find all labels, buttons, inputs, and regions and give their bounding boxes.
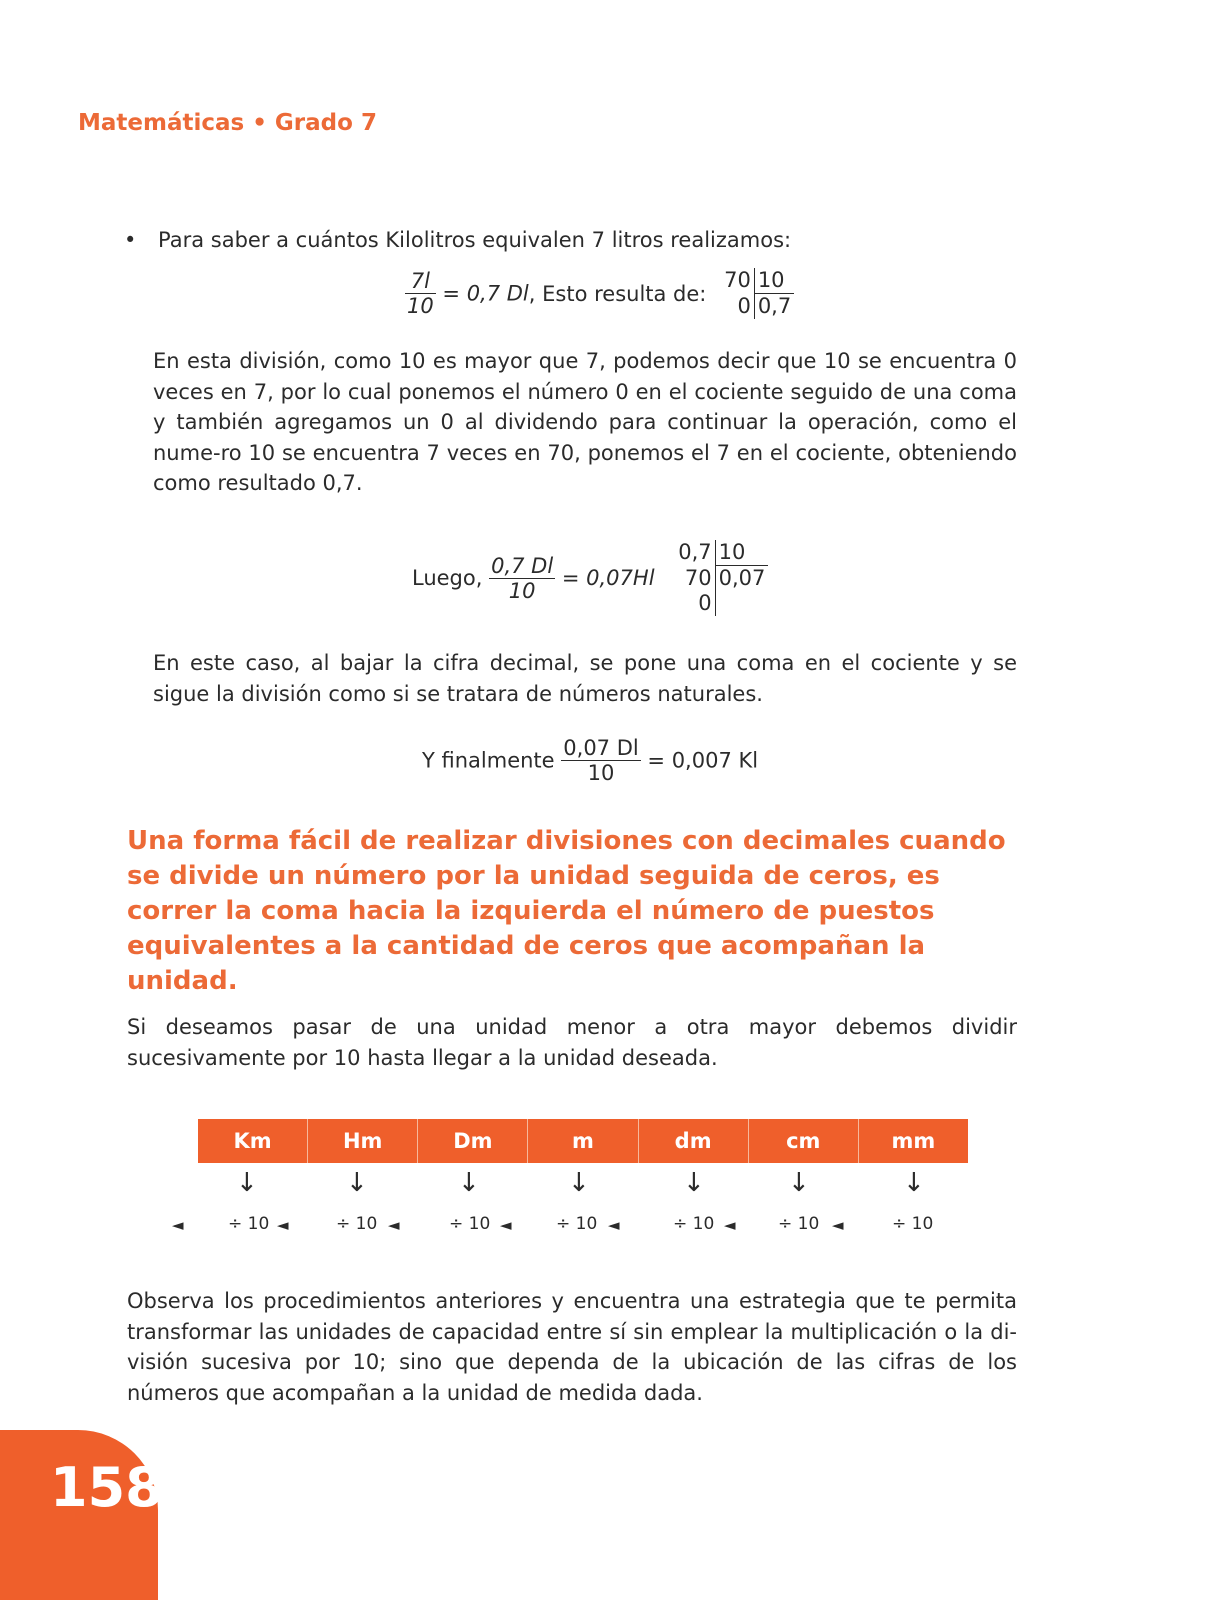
unit-hm: Hm [308,1119,418,1163]
arrow-down-icon: ↓ [458,1168,480,1198]
paragraph-3: Si deseamos pasar de una unidad menor a otra mayor debemos dividir sucesivamente por 10 hasta llegar a la unidad deseada. [127,1015,1017,1070]
fraction-2-den: 10 [508,578,536,603]
bullet-text: Para saber a cuántos Kilolitros equivalen 7 litros realizamos: [158,228,792,252]
division-1-remainder: 0 [721,294,754,320]
arrow-left-icon: ◄ [724,1216,736,1234]
arrow-down-icon: ↓ [683,1168,705,1198]
arrow-down-icon: ↓ [236,1168,258,1198]
fraction-2 [489,554,555,603]
unit-dm: dm [639,1119,749,1163]
arrow-left-icon: ◄ [500,1216,512,1234]
equation-3 [422,736,758,785]
divide-by-ten-label: ÷ 10 [228,1214,270,1234]
fraction-1 [405,269,436,318]
division-2-remainder: 0 [675,591,715,616]
arrow-down-icon: ↓ [903,1168,925,1198]
paragraph-4: Observa los procedimientos anteriores y encuentra una estrategia que te permita transformar las unidades de capacidad entre sí sin emplear la multiplicación o la di-visión sucesiva por 10; sino que dependa de la ubicación de las cifras de los números que acompañan a la unidad de medida dada. [127,1289,1017,1405]
equation-1 [405,268,794,319]
unit-bar [198,1119,968,1163]
fraction-1-den: 10 [407,294,434,318]
division-1-dividend: 70 [721,268,754,294]
division-1-divisor: 10 [754,268,794,294]
division-2-dividend: 0,7 [675,540,715,566]
divide-by-ten-label: ÷ 10 [449,1214,491,1234]
unit-m: m [528,1119,638,1163]
arrow-down-icon: ↓ [568,1168,590,1198]
equation-2 [412,540,768,616]
divide-by-ten-label: ÷ 10 [556,1214,598,1234]
unit-km: Km [198,1119,308,1163]
division-2-step: 70 [675,566,715,592]
division-2-quotient: 0,07 [718,566,766,590]
equation-3-lead: Y finalmente [422,748,555,773]
bullet-marker: • [124,228,137,252]
unit-dam: Dm [418,1119,528,1163]
arrow-down-icon: ↓ [788,1168,810,1198]
divide-by-ten-label: ÷ 10 [892,1214,934,1234]
equation-1-tail: , Esto resulta de: [528,281,707,306]
fraction-3-den: 10 [587,761,615,785]
fraction-3-num: 0,07 Dl [563,736,639,760]
arrow-left-icon: ◄ [608,1216,620,1234]
fraction-1-num: 7l [405,269,436,294]
unit-cm: cm [749,1119,859,1163]
page-number: 158 [50,1456,163,1519]
equation-1-result: = 0,7 Dl [442,281,529,306]
paragraph-2: En este caso, al bajar la cifra decimal, se pone una coma en el cociente y se sigue la división como si se tratara de números naturales. [153,651,1017,706]
paragraph-1: En esta división, como 10 es mayor que 7, podemos decir que 10 se encuentra 0 veces en 7, por lo cual ponemos el número 0 en el cociente seguido de una coma y también agregamos un 0 al dividendo para continuar la operación, como el nume-ro 10 se encuentra 7 veces en 70, ponemos el 7 en el cociente, obteniendo como resultado 0,7. [153,349,1017,495]
arrow-left-icon: ◄ [277,1216,289,1234]
fraction-3 [561,736,640,785]
divide-by-ten-label: ÷ 10 [336,1214,378,1234]
division-2-divisor: 10 [715,540,768,566]
divide-by-ten-label: ÷ 10 [673,1214,715,1234]
fraction-2-num: 0,7 Dl [491,553,554,578]
divide-by-ten-label: ÷ 10 [778,1214,820,1234]
arrow-left-icon: ◄ [832,1216,844,1234]
division-1-quotient: 0,7 [757,294,792,318]
highlight-rule: Una forma fácil de realizar divisiones con decimales cuando se divide un número por la unidad seguida de ceros, es correr la coma hacia la izquierda el número de puestos equivalentes a la cantidad de ceros que acompañan la unidad. [127,826,1006,996]
equation-3-result: = 0,007 Kl [647,748,759,773]
long-division-2 [675,540,768,616]
equation-2-result: = 0,07Hl [561,566,655,590]
arrow-left-icon: ◄ [388,1216,400,1234]
arrow-left-icon: ◄ [172,1216,184,1234]
long-division-1 [721,268,794,319]
arrow-down-icon: ↓ [346,1168,368,1198]
unit-mm: mm [859,1119,968,1163]
header-title: Matemáticas • Grado 7 [78,110,377,136]
equation-2-lead: Luego, [412,566,483,590]
